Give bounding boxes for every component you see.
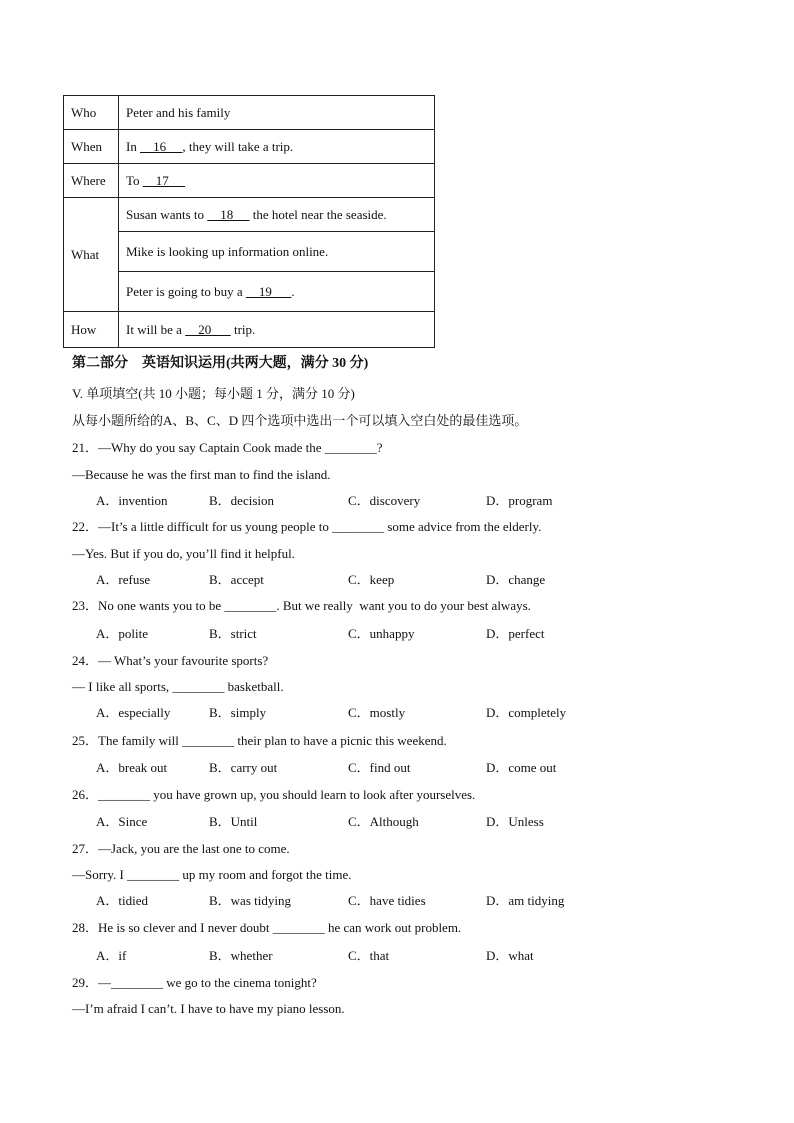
row-content: Mike is looking up information online. — [119, 232, 435, 272]
option-c: C．Although — [348, 814, 419, 829]
blank-16: 16 — [140, 138, 183, 154]
option-d: D．perfect — [486, 626, 545, 641]
option-c: C．have tidies — [348, 893, 426, 908]
option-b: B．accept — [209, 572, 264, 587]
row-label: What — [64, 198, 119, 312]
section-subtitle: V. 单项填空(共 10 小题；每小题 1 分，满分 10 分) — [72, 386, 355, 401]
text: . — [291, 283, 295, 299]
option-b: B．whether — [209, 948, 273, 963]
table-row-what-2 — [64, 232, 435, 272]
question-text: 22．—It’s a little difficult for us young people to ________ some advice from the elderly. — [72, 519, 542, 534]
text: Susan wants to — [126, 206, 208, 222]
row-content — [119, 164, 435, 198]
question-text: 21．—Why do you say Captain Cook made the ________? — [72, 440, 383, 455]
text: It will be a — [126, 321, 186, 337]
option-d: D．change — [486, 572, 546, 587]
section-title: 第二部分 英语知识运用(共两大题，满分 30 分) — [72, 356, 369, 371]
option-b: B．simply — [209, 705, 267, 720]
row-content — [119, 130, 435, 164]
option-b: B．decision — [209, 493, 274, 508]
question-text: — I like all sports, ________ basketball. — [72, 679, 284, 694]
question-text: 24．— What’s your favourite sports? — [72, 653, 269, 668]
option-c: C．find out — [348, 760, 411, 775]
question-text: —Because he was the first man to find the island. — [72, 467, 331, 482]
option-c: C．unhappy — [348, 626, 415, 641]
option-d: D．Unless — [486, 814, 544, 829]
option-b: B．strict — [209, 626, 257, 641]
option-a: A．Since — [96, 814, 148, 829]
text: To — [126, 172, 143, 188]
question-text: 29．—________ we go to the cinema tonight? — [72, 975, 317, 990]
option-c: C．mostly — [348, 705, 406, 720]
question-text: —Yes. But if you do, you’ll find it helpful. — [72, 546, 295, 561]
option-d: D．completely — [486, 705, 567, 720]
table-row-what-3 — [64, 272, 435, 312]
question-text: —Sorry. I ________ up my room and forgot the time. — [72, 867, 352, 882]
option-b: B．was tidying — [209, 893, 291, 908]
option-c: C．discovery — [348, 493, 421, 508]
option-a: A．refuse — [96, 572, 151, 587]
info-table — [63, 95, 435, 348]
blank-19: 19 — [245, 283, 292, 299]
question-text: 26．________ you have grown up, you should learn to look after yourselves. — [72, 787, 476, 802]
option-c: C．that — [348, 948, 390, 963]
option-a: A．polite — [96, 626, 148, 641]
row-label: Who — [64, 96, 119, 130]
row-label: When — [64, 130, 119, 164]
option-d: D．am tidying — [486, 893, 565, 908]
row-content: Peter and his family — [119, 96, 435, 130]
option-c: C．keep — [348, 572, 395, 587]
table-row-how — [64, 312, 435, 348]
question-text: 25．The family will ________ their plan to have a picnic this weekend. — [72, 733, 447, 748]
row-label: Where — [64, 164, 119, 198]
text: the hotel near the seaside. — [249, 206, 387, 222]
option-a: A．if — [96, 948, 127, 963]
table-row-what-1 — [64, 198, 435, 232]
question-text: —I’m afraid I can’t. I have to have my piano lesson. — [72, 1001, 345, 1016]
option-b: B．carry out — [209, 760, 278, 775]
question-text: 28．He is so clever and I never doubt ________ he can work out problem. — [72, 920, 462, 935]
table-row-when — [64, 130, 435, 164]
option-a: A．tidied — [96, 893, 148, 908]
option-a: A．invention — [96, 493, 168, 508]
question-text: 27．—Jack, you are the last one to come. — [72, 841, 290, 856]
option-a: A．especially — [96, 705, 171, 720]
row-content — [119, 272, 435, 312]
table-row-who — [64, 96, 435, 130]
text: Peter is going to buy a — [126, 283, 246, 299]
option-a: A．break out — [96, 760, 168, 775]
blank-18: 18 — [207, 206, 250, 222]
text: In — [126, 138, 141, 154]
row-label: How — [64, 312, 119, 348]
table-row-where — [64, 164, 435, 198]
row-content — [119, 198, 435, 232]
section-instruction: 从每小题所给的A、B、C、D 四个选项中选出一个可以填入空白处的最佳选项。 — [72, 413, 528, 428]
question-text: 23．No one wants you to be ________. But we really want you to do your best always. — [72, 598, 531, 613]
blank-20: 20 — [185, 321, 231, 337]
text: , they will take a trip. — [182, 138, 294, 154]
option-d: D．program — [486, 493, 553, 508]
row-content — [119, 312, 435, 348]
option-d: D．what — [486, 948, 534, 963]
text: trip. — [230, 321, 256, 337]
option-d: D．come out — [486, 760, 557, 775]
blank-17: 17 — [142, 172, 186, 188]
option-b: B．Until — [209, 814, 258, 829]
